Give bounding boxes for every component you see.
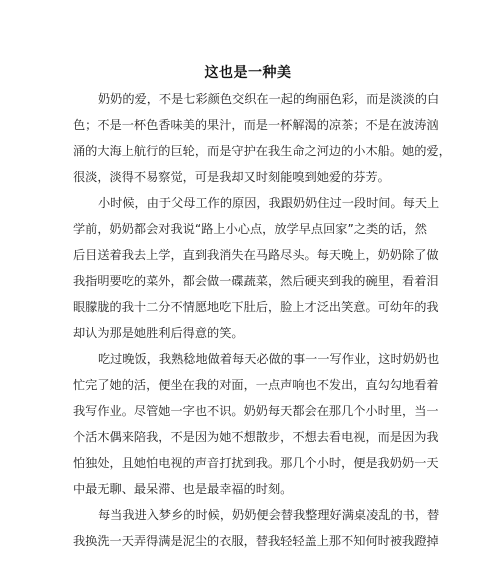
body-line: 吃过晚饭，我熟稔地做着每天必做的事一一写作业，这时奶奶也 [98, 352, 440, 366]
body-line: 中最无聊、最呆滞、也是最幸福的时刻。 [73, 482, 293, 496]
body-line: 很淡，淡得不易察觉，可是我却又时刻能嗅到她爱的芬芳。 [73, 170, 390, 184]
body-line: 怕独处，且她怕电视的声音打扰到我。那几个小时，便是我奶奶一天 [73, 456, 439, 470]
body-line: 小时候，由于父母工作的原因，我跟奶奶住过一段时间。每天上 [98, 196, 440, 210]
body-line: 忙完了她的活，便坐在我的对面，一点声响也不发出，直勾勾地看着 [73, 378, 439, 392]
body-line: 色；不是一杯色香味美的果汁，而是一杯解渴的凉茶；不是在波涛汹 [73, 118, 439, 132]
body-line: 眼朦胧的我十二分不情愿地吃下肚后，脸上才泛出笑意。可幼年的我 [73, 300, 439, 314]
body-line: 我指明要吃的菜外，都会做一碟蔬菜，然后硬夹到我的碗里，看着泪 [73, 274, 439, 288]
body-line: 每当我进入梦乡的时候，奶奶便会替我整理好满桌凌乱的书，替 [98, 508, 440, 522]
body-line: 个活木偶来陪我，不是因为她不想散步，不想去看电视，而是因为我 [73, 430, 439, 444]
body-line: 却认为那是她胜利后得意的笑。 [73, 326, 244, 340]
body-line: 我换洗一天弄得满是泥尘的衣服，替我轻轻盖上那不知何时被我蹬掉 [73, 534, 439, 548]
body-line: 我写作业。尽管她一字也不识。奶奶每天都会在那几个小时里，当一 [73, 404, 439, 418]
body-line: 学前，奶奶都会对我说“路上小心点，放学早点回家”之类的话，然 [73, 222, 427, 236]
body-line: 涌的大海上航行的巨轮，而是守护在我生命之河边的小木船。她的爱， [73, 144, 451, 158]
essay-title: 这也是一种美 [204, 65, 292, 81]
body-line: 后目送着我去上学，直到我消失在马路尽头。每天晚上，奶奶除了做 [73, 248, 439, 262]
body-line: 奶奶的爱，不是七彩颜色交织在一起的绚丽色彩，而是淡淡的白 [98, 92, 440, 106]
